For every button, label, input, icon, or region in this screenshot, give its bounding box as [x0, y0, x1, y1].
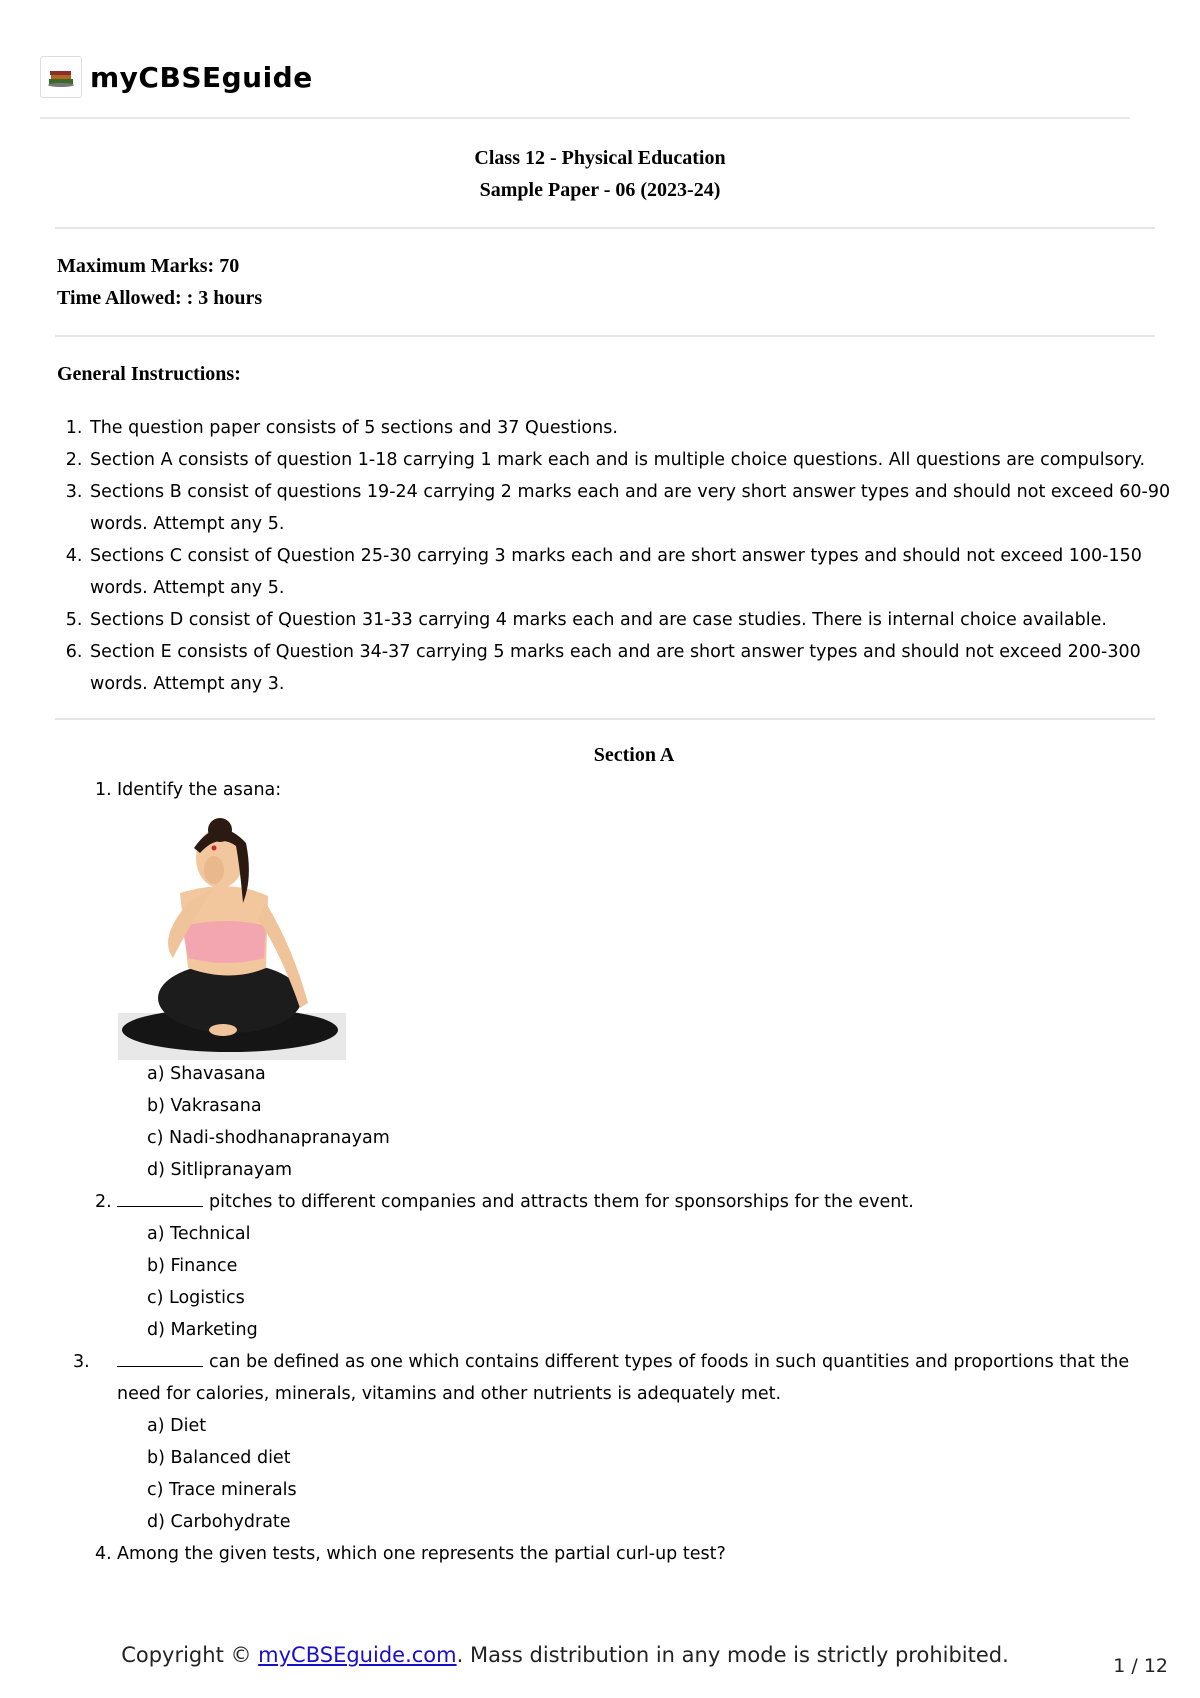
question-number: 3.	[73, 1352, 90, 1372]
paper-subtitle: Sample Paper - 06 (2023-24)	[479, 179, 721, 201]
option-c: c) Nadi-shodhanapranayam	[147, 1128, 390, 1148]
option-b: b) Finance	[147, 1256, 238, 1276]
option-a: a) Diet	[147, 1416, 207, 1436]
option-c: c) Trace minerals	[147, 1480, 297, 1500]
question-text: Identify the asana:	[117, 780, 282, 800]
copyright-footer	[0, 1643, 1130, 1667]
option-b: b) Balanced diet	[147, 1448, 291, 1468]
copyright-prefix: Copyright ©	[121, 1643, 259, 1667]
instructions-list	[57, 412, 1178, 700]
option-a: a) Technical	[147, 1224, 251, 1244]
instruction-item: 4. Sections C consist of Question 25-30 carrying 3 marks each and are short answer types and should not exceed 100-150 words. Attempt any 5.	[88, 540, 1178, 604]
max-marks: Maximum Marks: 70	[57, 255, 240, 277]
question-text: Among the given tests, which one represents the partial curl-up test?	[117, 1544, 726, 1564]
brand-name: myCBSEguide	[90, 60, 313, 94]
option-d: d) Marketing	[147, 1320, 258, 1340]
divider	[55, 227, 1155, 229]
instruction-item: 5. Sections D consist of Question 31-33 carrying 4 marks each and are case studies. There is internal choice available.	[88, 604, 1178, 636]
question-text: can be defined as one which contains different types of foods in such quantities and proportions that the need for calories, minerals, vitamins and other nutrients is adequately met.	[117, 1352, 1130, 1404]
site-header	[40, 52, 313, 102]
instruction-item: 6. Section E consists of Question 34-37 carrying 5 marks each and are short answer types and should not exceed 200-300 words. Attempt any 3.	[88, 636, 1178, 700]
question-number: 2.	[95, 1192, 112, 1212]
divider	[55, 335, 1155, 337]
option-d: d) Carbohydrate	[147, 1512, 291, 1532]
divider	[55, 718, 1155, 720]
instruction-item: 2. Section A consists of question 1-18 carrying 1 mark each and is multiple choice questions. All questions are compulsory.	[88, 444, 1178, 476]
fill-blank	[117, 1188, 203, 1207]
section-heading: Section A	[593, 744, 675, 766]
site-link[interactable]: myCBSEguide.com	[258, 1643, 457, 1667]
paper-title: Class 12 - Physical Education	[474, 147, 726, 169]
option-d: d) Sitlipranayam	[147, 1160, 293, 1180]
question-text: pitches to different companies and attracts them for sponsorships for the event.	[209, 1192, 914, 1212]
question-number: 1.	[95, 780, 112, 800]
option-a: a) Shavasana	[147, 1064, 266, 1084]
question-1	[95, 774, 1145, 806]
option-c: c) Logistics	[147, 1288, 245, 1308]
header-divider	[40, 117, 1130, 119]
question-4	[95, 1538, 1145, 1570]
question-number: 4.	[95, 1544, 112, 1564]
question-3	[73, 1346, 1167, 1410]
instructions-heading: General Instructions:	[57, 363, 241, 385]
asana-figure-image	[118, 808, 346, 1060]
page-number: 1 / 12	[1113, 1655, 1168, 1677]
instruction-item: 3. Sections B consist of questions 19-24 carrying 2 marks each and are very short answer types and should not exceed 60-90 words. Attempt any 5.	[88, 476, 1178, 540]
fill-blank	[117, 1348, 203, 1367]
question-2	[95, 1186, 1145, 1218]
books-logo-icon	[40, 56, 82, 98]
time-allowed: Time Allowed: : 3 hours	[57, 287, 263, 309]
instruction-item: 1. The question paper consists of 5 sections and 37 Questions.	[88, 412, 1178, 444]
copyright-suffix: . Mass distribution in any mode is strictly prohibited.	[456, 1643, 1009, 1667]
option-b: b) Vakrasana	[147, 1096, 262, 1116]
